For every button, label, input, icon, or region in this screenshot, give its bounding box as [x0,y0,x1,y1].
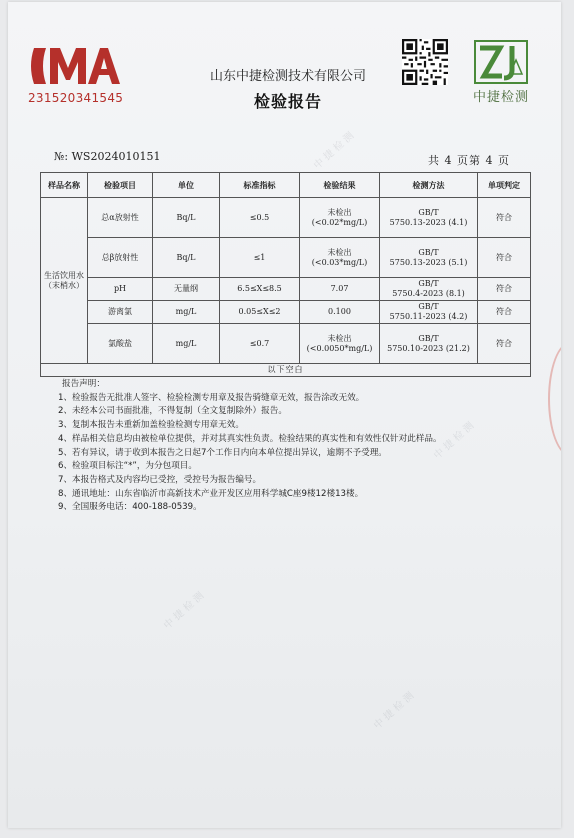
table-header-row [41,173,531,198]
declaration-item: 1、检验报告无批准人签字、检验检测专用章及报告骑缝章无效，报告涂改无效。 [58,392,365,403]
standard-cell: ≤0.5 [220,198,300,238]
seal-stamp-edge [548,342,561,456]
table-row [41,198,531,238]
standard-cell: ≤0.7 [220,324,300,364]
method-cell [380,301,478,324]
declaration-item: 5、若有异议，请于收到本报告之日起7个工作日内向本单位提出异议，逾期不予受理。 [58,447,387,458]
zj-logo [474,40,528,84]
table-row [41,238,531,278]
result-cell [300,198,380,238]
method-number: 5750.13-2023 (5.1) [389,257,468,267]
zj-logo-name: 中捷检测 [472,90,529,105]
result-cell [300,324,380,364]
item-cell: 游离氯 [88,301,153,324]
standard-cell: 0.05≤X≤2 [220,301,300,324]
judgement-cell: 符合 [478,198,531,238]
report-title: 检验报告 [253,92,322,111]
result-cell: 0.100 [300,301,380,324]
item-cell: 总α放射性 [88,198,153,238]
result-value: 未检出 [327,333,352,343]
table-end-row [41,364,531,377]
method-cell [380,198,478,238]
method-standard: GB/T [418,333,439,343]
table-row [41,324,531,364]
cma-logo [26,38,122,94]
header-sample-name: 样品名称 [41,173,88,198]
method-cell [380,324,478,364]
item-cell: 总β放射性 [88,238,153,278]
method-standard: GB/T [418,247,439,257]
header-standard: 标准指标 [220,173,300,198]
declaration-item: 6、检验项目标注“*”，为分包项目。 [58,461,197,472]
cma-number: 231520341545 [28,91,124,105]
unit-cell: Bq/L [153,238,220,278]
item-cell: 氯酸盐 [88,324,153,364]
declaration-item: 2、未经本公司书面批准，不得复制（全文复制除外）报告。 [58,406,287,417]
watermark: 中 捷 检 测 [312,130,357,172]
header-judgement: 单项判定 [478,173,531,198]
report-declaration [58,378,538,515]
method-standard: GB/T [418,279,439,288]
standard-cell: ≤1 [220,238,300,278]
sample-name-cell: 生活饮用水（末梢水） [41,198,88,364]
result-limit: (<0.03*mg/L) [311,257,368,267]
declaration-item: 3、复制本报告未重新加盖检验检测专用章无效。 [58,420,244,431]
report-page [8,2,561,828]
unit-cell: Bq/L [153,198,220,238]
header-unit: 单位 [153,173,220,198]
judgement-cell: 符合 [478,324,531,364]
method-number: 5750.10-2023 (21.2) [387,343,470,353]
result-value: 未检出 [327,207,352,217]
method-standard: GB/T [418,302,439,311]
judgement-cell: 符合 [478,301,531,324]
watermark: 中 捷 检 测 [432,420,477,462]
table-row [41,301,531,324]
blank-below-note: 以下空白 [41,364,531,377]
declaration-item: 7、本报告格式及内容均已受控，受控号为报告编号。 [58,474,262,485]
method-number: 5750.4-2023 (8.1) [392,289,465,298]
method-number: 5750.11-2023 (4.2) [389,312,468,321]
header-result: 检验结果 [300,173,380,198]
declaration-item: 4、样品相关信息均由被检单位提供，并对其真实性负责。检验结果的真实性和有效性仅针对此样品。 [58,433,442,444]
method-cell [380,278,478,301]
judgement-cell: 符合 [478,278,531,301]
standard-cell: 6.5≤X≤8.5 [220,278,300,301]
unit-cell: 无量纲 [153,278,220,301]
company-name: 山东中捷检测技术有限公司 [209,69,366,84]
unit-cell: mg/L [153,324,220,364]
method-cell [380,238,478,278]
watermark: 中 捷 检 测 [372,690,417,732]
method-number: 5750.13-2023 (4.1) [389,217,468,227]
result-value: 未检出 [327,247,352,257]
report-number: №: WS2024010151 [54,150,161,163]
result-limit: (<0.0050*mg/L) [306,343,373,353]
header-test-item: 检验项目 [88,173,153,198]
watermark: 中 捷 检 测 [162,590,207,632]
page-info: 共 4 页第 4 页 [428,154,510,167]
declaration-heading: 报告声明： [62,379,105,389]
result-cell [300,238,380,278]
result-limit: (<0.02*mg/L) [311,217,368,227]
qr-code-icon [402,39,448,85]
table-row [41,278,531,301]
results-table [40,172,531,377]
unit-cell: mg/L [153,301,220,324]
declaration-item: 8、通讯地址：山东省临沂市高新技术产业开发区应用科学城C座9楼12楼13楼。 [58,488,364,499]
result-cell: 7.07 [300,278,380,301]
item-cell: pH [88,278,153,301]
declaration-item: 9、全国服务电话：400-188-0539。 [58,502,202,513]
header-method: 检测方法 [380,173,478,198]
judgement-cell: 符合 [478,238,531,278]
method-standard: GB/T [418,207,439,217]
